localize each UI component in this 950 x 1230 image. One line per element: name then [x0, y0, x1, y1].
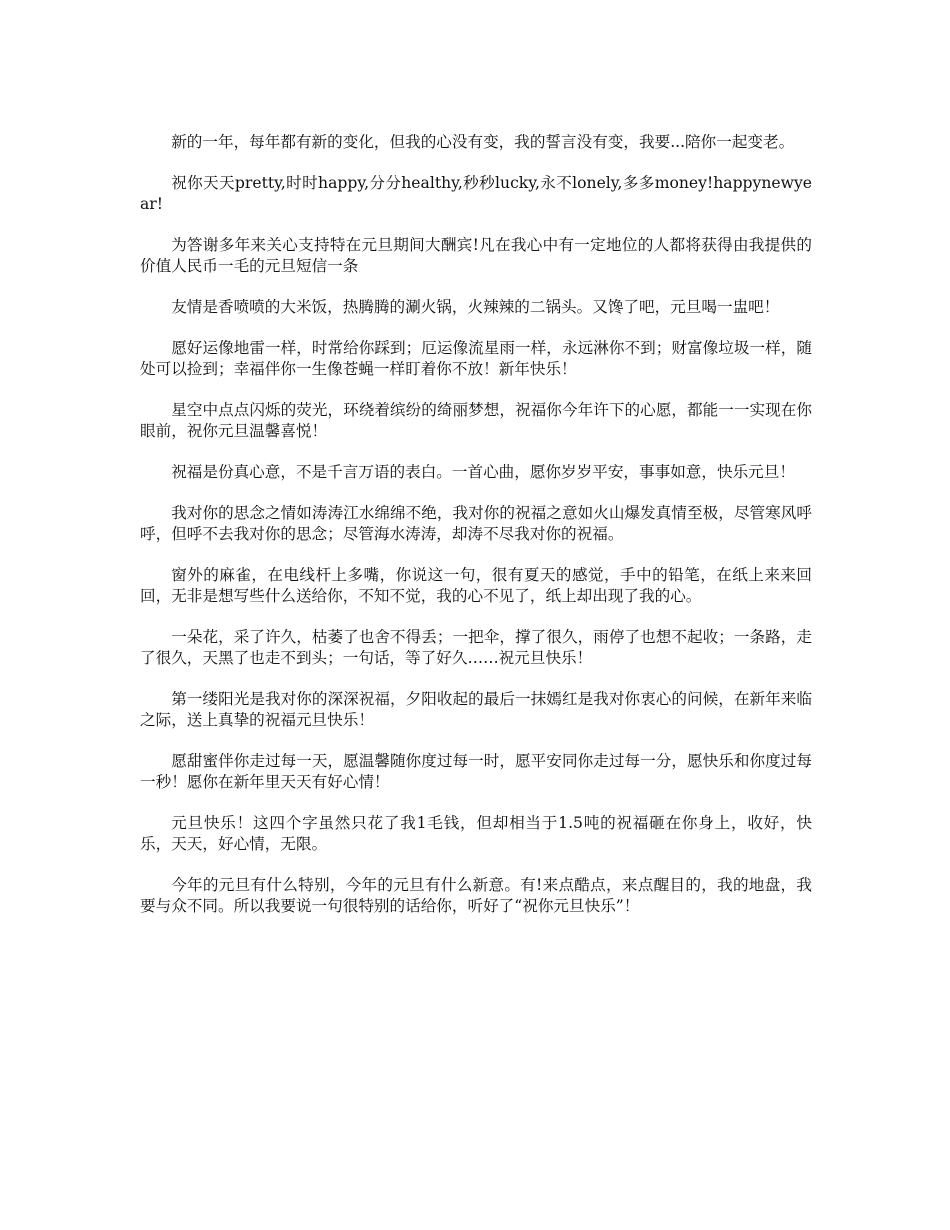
paragraph: 新的一年，每年都有新的变化，但我的心没有变，我的誓言没有变，我要...陪你一起变老。	[171, 133, 795, 151]
paragraph: 一朵花，采了许久，枯萎了也舍不得丢；一把伞，撑了很久，雨停了也想不起收；一条路，走了很久，天黑了也走不到头；一句话，等了好久……祝元旦快乐！	[140, 628, 812, 667]
paragraph: 元旦快乐！这四个字虽然只花了我1毛钱，但却相当于1.5吨的祝福砸在你身上，收好，快乐，天天，好心情，无限。	[140, 814, 812, 853]
paragraph: 为答谢多年来关心支持特在元旦期间大酬宾!凡在我心中有一定地位的人都将获得由我提供的价值人民币一毛的元旦短信一条	[140, 236, 812, 275]
paragraph: 星空中点点闪烁的荧光，环绕着缤纷的绮丽梦想，祝福你今年许下的心愿，都能一一实现在你眼前，祝你元旦温馨喜悦！	[140, 401, 812, 440]
paragraph: 友情是香喷喷的大米饭，热腾腾的涮火锅，火辣辣的二锅头。又馋了吧，元旦喝一盅吧！	[171, 298, 780, 316]
paragraph: 今年的元旦有什么特别，今年的元旦有什么新意。有!来点酷点，来点醒目的，我的地盘，我要与众不同。所以我要说一句很特别的话给你，听好了“祝你元旦快乐”！	[140, 876, 812, 915]
paragraph: 愿甜蜜伴你走过每一天，愿温馨随你度过每一时，愿平安同你走过每一分，愿快乐和你度过每一秒！愿你在新年里天天有好心情！	[140, 752, 812, 791]
paragraph: 祝福是份真心意，不是千言万语的表白。一首心曲，愿你岁岁平安，事事如意，快乐元旦！	[171, 463, 795, 481]
paragraph: 窗外的麻雀，在电线杆上多嘴，你说这一句，很有夏天的感觉，手中的铅笔，在纸上来来回回，无非是想写些什么送给你，不知不觉，我的心不见了，纸上却出现了我的心。	[140, 566, 812, 605]
document-body	[140, 132, 812, 937]
paragraph: 第一缕阳光是我对你的深深祝福，夕阳收起的最后一抹嫣红是我对你衷心的问候，在新年来临之际，送上真挚的祝福元旦快乐！	[140, 690, 812, 729]
paragraph: 我对你的思念之情如涛涛江水绵绵不绝，我对你的祝福之意如火山爆发真情至极，尽管寒风呼呼，但呼不去我对你的思念；尽管海水涛涛，却涛不尽我对你的祝福。	[140, 504, 812, 543]
paragraph: 祝你天天pretty,时时happy,分分healthy,秒秒lucky,永不lonely,多多money!happynewyear!	[140, 174, 812, 213]
paragraph: 愿好运像地雷一样，时常给你踩到；厄运像流星雨一样，永远淋你不到；财富像垃圾一样，随处可以捡到；幸福伴你一生像苍蝇一样盯着你不放！新年快乐！	[140, 339, 812, 378]
